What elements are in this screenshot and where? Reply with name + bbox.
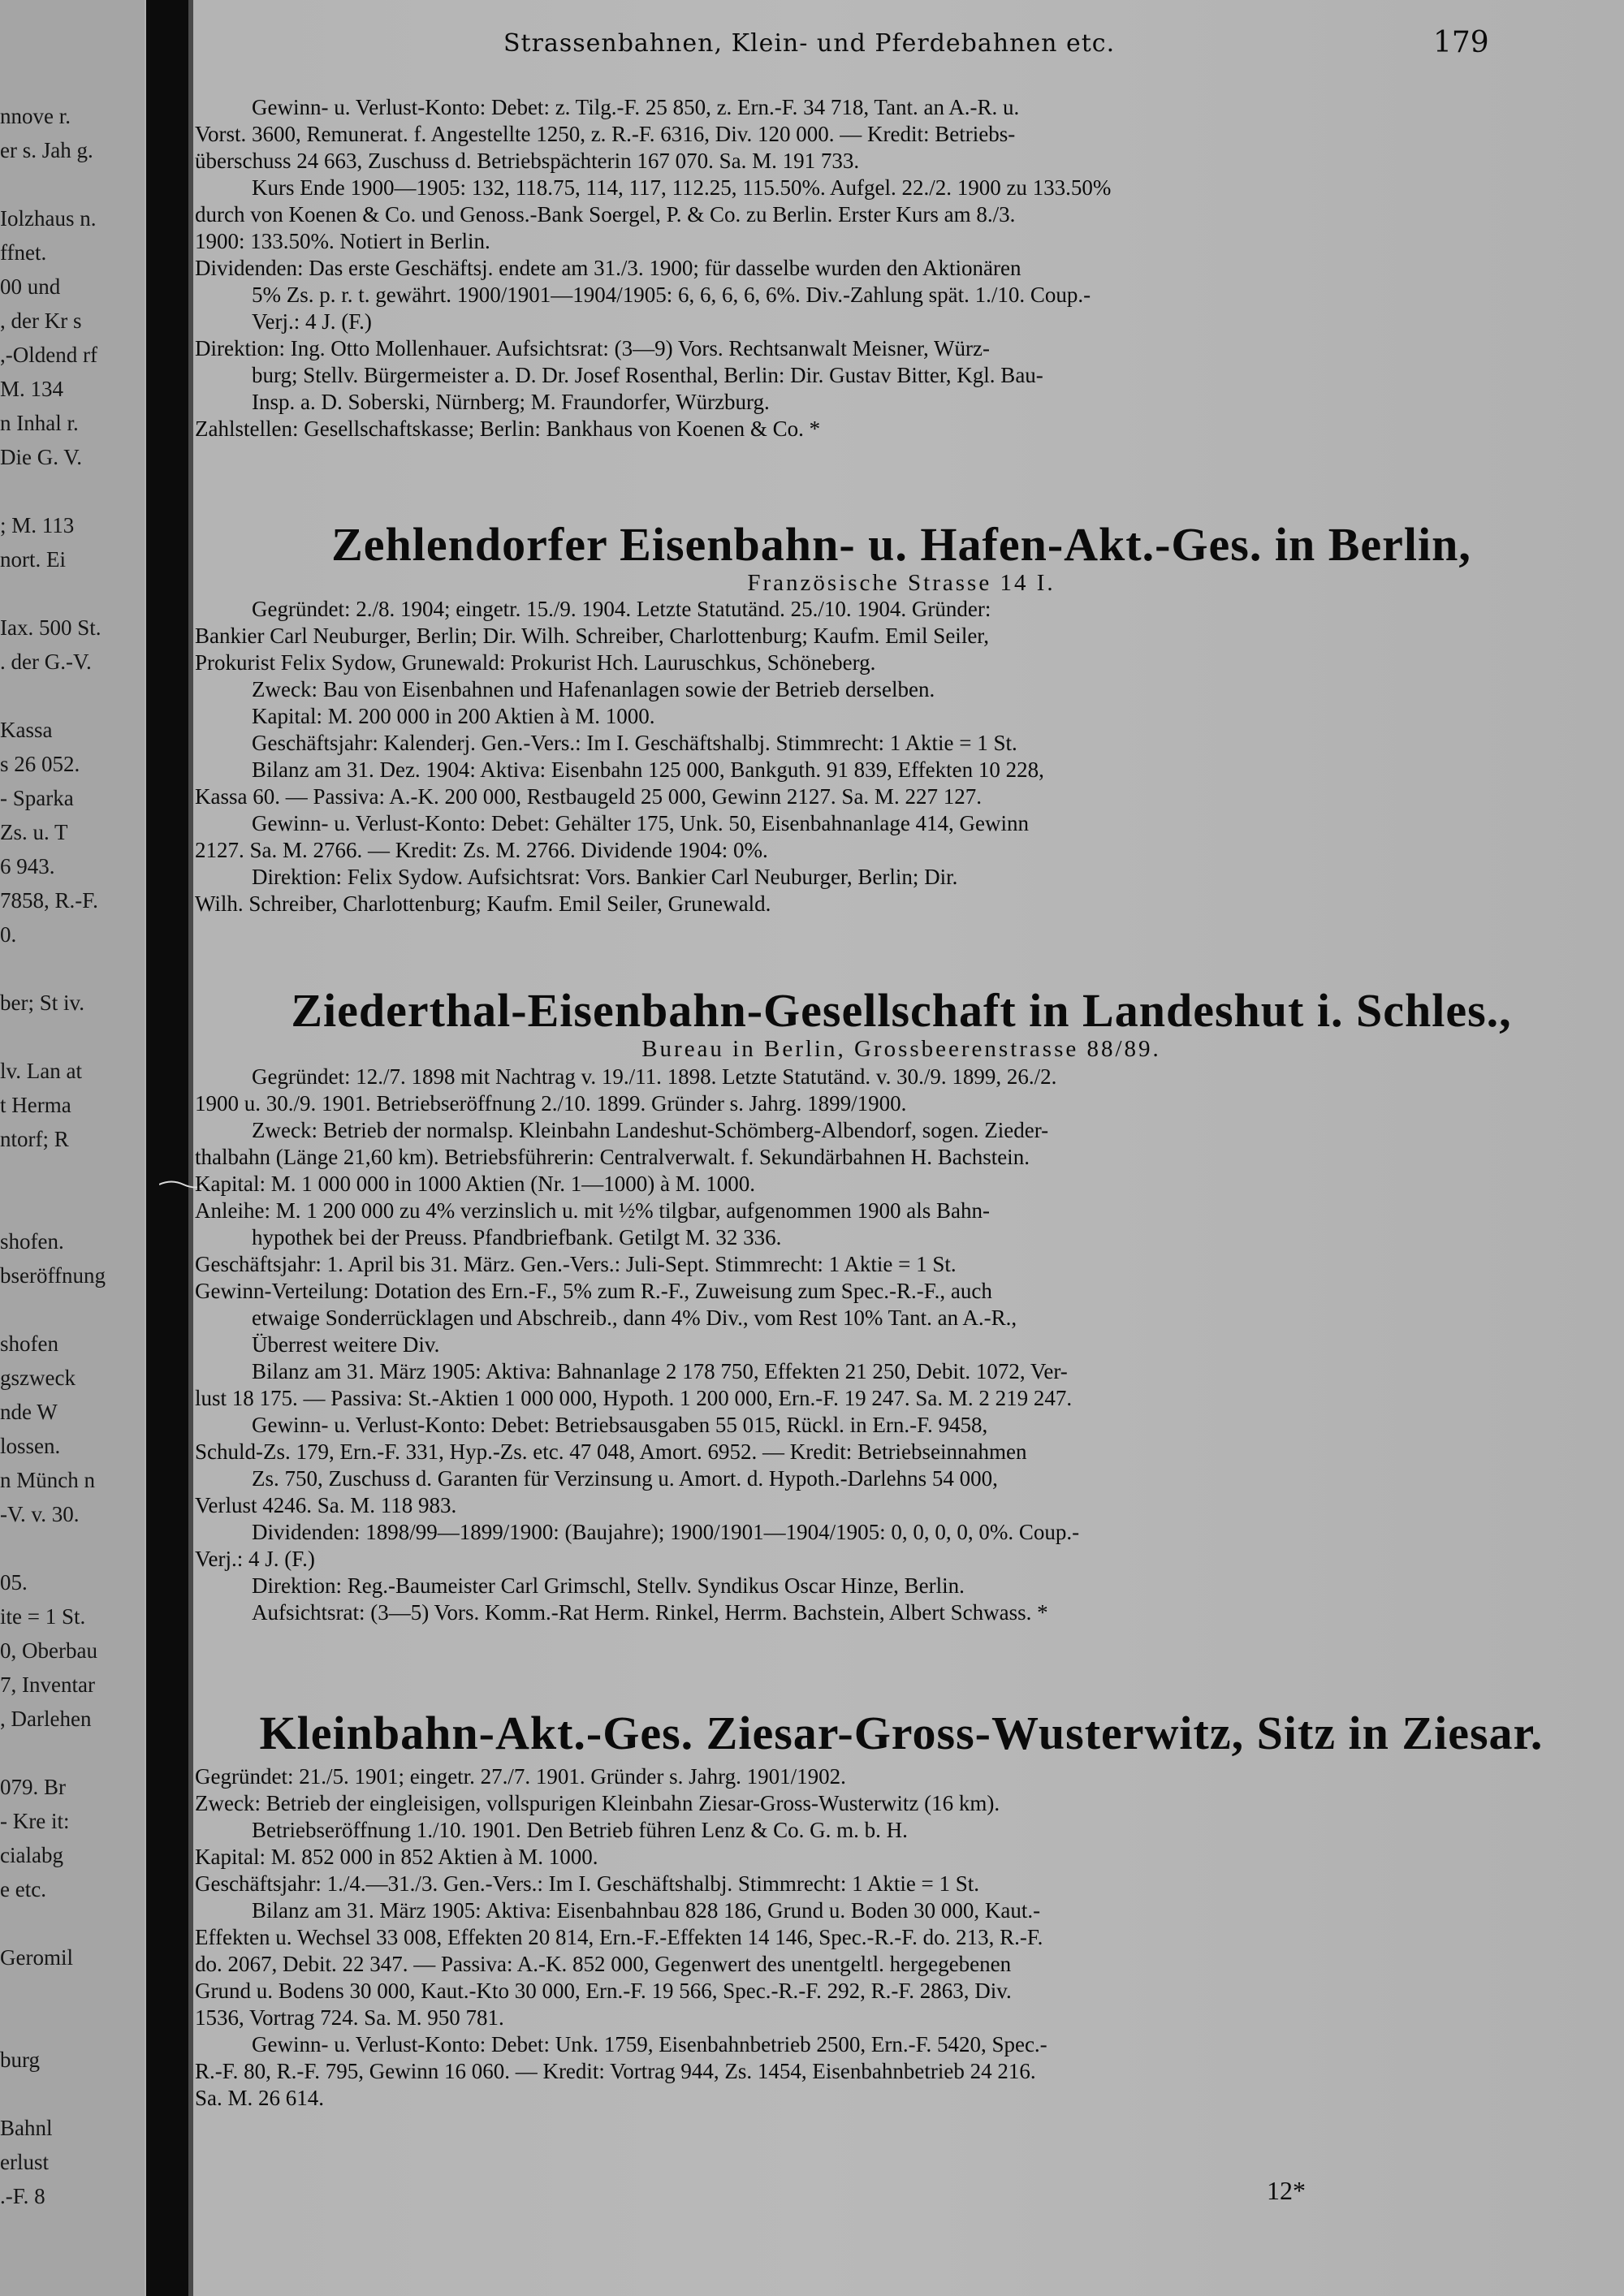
section-1-subheading: Französische Strasse 14 I. (747, 570, 1056, 596)
section-2-line: Zweck: Betrieb der normalsp. Kleinbahn Landeshut-Schömberg-Albendorf, sogen. Zieder- (252, 1118, 1049, 1142)
section-0-line: Gewinn- u. Verlust-Konto: Debet: z. Tilg.-F. 25 850, z. Ern.-F. 34 718, Tant. an A.-R. u. (252, 95, 1020, 119)
adjacent-page-line: er s. Jah g. (0, 138, 93, 162)
adjacent-page-line: lossen. (0, 1434, 61, 1458)
section-1-line: Kassa 60. — Passiva: A.-K. 200 000, Restbaugeld 25 000, Gewinn 2127. Sa. M. 227 127. (195, 784, 982, 809)
signature-mark: 12* (1267, 2176, 1306, 2205)
section-0-line: überschuss 24 663, Zuschuss d. Betriebspächterin 167 070. Sa. M. 191 733. (195, 149, 860, 173)
section-3-line: Geschäftsjahr: 1./4.—31./3. Gen.-Vers.: Im I. Geschäftshalbj. Stimmrecht: 1 Aktie = 1 St. (195, 1871, 980, 1896)
adjacent-page-line: . der G.-V. (0, 650, 92, 674)
section-2-line: Gewinn-Verteilung: Dotation des Ern.-F., 5% zum R.-F., Zuweisung zum Spec.-R.-F., auch (195, 1279, 992, 1303)
section-0-line: Vorst. 3600, Remunerat. f. Angestellte 1250, z. R.-F. 6316, Div. 120 000. — Kredit: Betriebs- (195, 122, 1016, 146)
adjacent-page-line: erlust (0, 2150, 49, 2174)
section-1-line: Gegründet: 2./8. 1904; eingetr. 15./9. 1904. Letzte Statutänd. 25./10. 1904. Gründer: (252, 597, 991, 621)
section-2-line: etwaige Sonderrücklagen und Abschreib., dann 4% Div., vom Rest 10% Tant. an A.-R., (252, 1306, 1017, 1330)
section-3-line: Zweck: Betrieb der eingleisigen, vollspurigen Kleinbahn Ziesar-Gross-Wusterwitz (16 km). (195, 1791, 1000, 1815)
adjacent-page-line: ntorf; R (0, 1127, 69, 1151)
section-2-line: Anleihe: M. 1 200 000 zu 4% verzinslich u. mit ½% tilgbar, aufgenommen 1900 als Bahn- (195, 1198, 990, 1223)
adjacent-page-line: 00 und (0, 274, 61, 299)
section-1-line: Gewinn- u. Verlust-Konto: Debet: Gehälter 175, Unk. 50, Eisenbahnanlage 414, Gewinn (252, 811, 1030, 835)
section-2-line: 1900 u. 30./9. 1901. Betriebseröffnung 2./10. 1899. Gründer s. Jahrg. 1899/1900. (195, 1091, 907, 1116)
section-0-body (195, 94, 1608, 442)
adjacent-page-line: .-F. 8 (0, 2184, 45, 2208)
adjacent-page-line: - Kre it: (0, 1809, 70, 1833)
section-0-line: 5% Zs. p. r. t. gewährt. 1900/1901—1904/1905: 6, 6, 6, 6, 6%. Div.-Zahlung spät. 1./10. Coup.- (252, 283, 1091, 307)
adjacent-page-line: ite = 1 St. (0, 1604, 86, 1629)
section-2-line: Schuld-Zs. 179, Ern.-F. 331, Hyp.-Zs. etc. 47 048, Amort. 6952. — Kredit: Betriebseinnahmen (195, 1439, 1027, 1464)
section-2-line: Aufsichtsrat: (3—5) Vors. Komm.-Rat Herm. Rinkel, Herrm. Bachstein, Albert Schwass. * (252, 1600, 1048, 1625)
adjacent-page-line: 6 943. (0, 854, 55, 878)
adjacent-page-line: gszweck (0, 1366, 76, 1390)
running-head-title: Strassenbahnen, Klein- und Pferdebahnen etc. (503, 29, 1116, 58)
section-1-line: Bankier Carl Neuburger, Berlin; Dir. Wilh. Schreiber, Charlottenburg; Kaufm. Emil Seiler, (195, 624, 989, 648)
adjacent-page-line: shofen (0, 1331, 58, 1356)
adjacent-page-line: -V. v. 30. (0, 1502, 80, 1526)
adjacent-page-line: Geromil (0, 1945, 73, 1970)
section-1-line: 2127. Sa. M. 2766. — Kredit: Zs. M. 2766. Dividende 1904: 0%. (195, 838, 768, 862)
adjacent-page-line: Bahnl (0, 2116, 53, 2140)
adjacent-page-line: M. 134 (0, 377, 64, 401)
section-3-heading: Kleinbahn-Akt.-Ges. Ziesar-Gross-Wusterwitz, Sitz in Ziesar. (259, 1707, 1544, 1759)
section-3-line: Gewinn- u. Verlust-Konto: Debet: Unk. 1759, Eisenbahnbetrieb 2500, Ern.-F. 5420, Spec.- (252, 2032, 1047, 2056)
adjacent-page-line: Iolzhaus n. (0, 206, 97, 231)
section-3-line: R.-F. 80, R.-F. 795, Gewinn 16 060. — Kredit: Vortrag 944, Zs. 1454, Eisenbahnbetrieb 24 216. (195, 2059, 1036, 2083)
section-2-heading: Ziederthal-Eisenbahn-Gesellschaft in Landeshut i. Schles., (291, 984, 1512, 1037)
adjacent-page-line: ; M. 113 (0, 513, 75, 537)
section-1-line: Bilanz am 31. Dez. 1904: Aktiva: Eisenbahn 125 000, Bankguth. 91 839, Effekten 10 228, (252, 757, 1044, 782)
section-3-line: 1536, Vortrag 724. Sa. M. 950 781. (195, 2005, 504, 2030)
section-3-line: Grund u. Bodens 30 000, Kaut.-Kto 30 000, Ern.-F. 19 566, Spec.-R.-F. 292, R.-F. 2863, Div. (195, 1979, 1012, 2003)
section-1-line: Prokurist Felix Sydow, Grunewald: Prokurist Hch. Lauruschkus, Schöneberg. (195, 650, 876, 675)
adjacent-page-line: 05. (0, 1570, 28, 1595)
section-1-line: Direktion: Felix Sydow. Aufsichtsrat: Vors. Bankier Carl Neuburger, Berlin; Dir. (252, 865, 958, 889)
adjacent-page-line: e etc. (0, 1877, 46, 1901)
section-2-line: lust 18 175. — Passiva: St.-Aktien 1 000 000, Hypoth. 1 200 000, Ern.-F. 19 247. Sa. M. 2 219 247. (195, 1386, 1073, 1410)
adjacent-page-line: nde W (0, 1400, 58, 1424)
section-2-line: Verj.: 4 J. (F.) (195, 1547, 315, 1571)
adjacent-page-line: nort. Ei (0, 547, 66, 572)
section-3-line: Betriebseröffnung 1./10. 1901. Den Betrieb führen Lenz & Co. G. m. b. H. (252, 1818, 908, 1842)
adjacent-page-line: 7858, R.-F. (0, 888, 98, 913)
adjacent-page-line: , Darlehen (0, 1707, 92, 1731)
section-2-line: Gewinn- u. Verlust-Konto: Debet: Betriebsausgaben 55 015, Rückl. in Ern.-F. 9458, (252, 1413, 988, 1437)
section-2-line: Zs. 750, Zuschuss d. Garanten für Verzinsung u. Amort. d. Hypoth.-Darlehns 54 000, (252, 1466, 998, 1491)
adjacent-page-line: Iax. 500 St. (0, 615, 102, 640)
section-2-line: hypothek bei der Preuss. Pfandbriefbank. Getilgt M. 32 336. (252, 1225, 782, 1249)
section-2-line: Direktion: Reg.-Baumeister Carl Grimschl, Stellv. Syndikus Oscar Hinze, Berlin. (252, 1573, 965, 1598)
section-0-line: Direktion: Ing. Otto Mollenhauer. Aufsichtsrat: (3—9) Vors. Rechtsanwalt Meisner, Würz- (195, 336, 990, 360)
section-1-line: Geschäftsjahr: Kalenderj. Gen.-Vers.: Im I. Geschäftshalbj. Stimmrecht: 1 Aktie = 1 St. (252, 731, 1017, 755)
section-1-body (195, 596, 1608, 917)
section-2-line: Dividenden: 1898/99—1899/1900: (Baujahre); 1900/1901—1904/1905: 0, 0, 0, 0, 0%. Coup.- (252, 1520, 1080, 1544)
adjacent-page-line: ffnet. (0, 240, 47, 265)
adjacent-page-strip (0, 0, 145, 2296)
section-0-line: durch von Koenen & Co. und Genoss.-Bank Soergel, P. & Co. zu Berlin. Erster Kurs am 8./3. (195, 202, 1016, 227)
adjacent-page-line: bseröffnung (0, 1263, 106, 1288)
adjacent-page-line: , der Kr s (0, 309, 82, 333)
section-2-subheading: Bureau in Berlin, Grossbeerenstrasse 88/89. (641, 1036, 1161, 1062)
adjacent-page-line: 7, Inventar (0, 1672, 95, 1697)
section-0-line: Zahlstellen: Gesellschaftskasse; Berlin: Bankhaus von Koenen & Co. * (195, 416, 821, 441)
section-2-line: Verlust 4246. Sa. M. 118 983. (195, 1493, 457, 1517)
section-3-line: do. 2067, Debit. 22 347. — Passiva: A.-K. 852 000, Gegenwert des unentgeltl. hergegebenen (195, 1952, 1012, 1976)
page-number: 179 (1433, 26, 1489, 59)
section-2-line: thalbahn (Länge 21,60 km). Betriebsführerin: Centralverwalt. f. Sekundärbahnen H. Bachstein. (195, 1145, 1030, 1169)
adjacent-page-line: burg (0, 2048, 41, 2072)
section-3-line: Kapital: M. 852 000 in 852 Aktien à M. 1000. (195, 1845, 598, 1869)
adjacent-page-line: s 26 052. (0, 752, 80, 776)
adjacent-page-line: Kassa (0, 718, 53, 742)
section-0-line: 1900: 133.50%. Notiert in Berlin. (195, 229, 490, 253)
section-1-heading: Zehlendorfer Eisenbahn- u. Hafen-Akt.-Ges. in Berlin, (331, 518, 1471, 571)
adjacent-page-line: ,-Oldend rf (0, 343, 97, 367)
adjacent-page-line: t Herma (0, 1093, 71, 1117)
section-0-line: Insp. a. D. Soberski, Nürnberg; M. Fraundorfer, Würzburg. (252, 390, 770, 414)
book-gutter (146, 0, 188, 2296)
running-head (195, 26, 1608, 65)
section-2-body (195, 1064, 1608, 1626)
section-2-line: Überrest weitere Div. (252, 1332, 440, 1357)
section-3-line: Gegründet: 21./5. 1901; eingetr. 27./7. 1901. Gründer s. Jahrg. 1901/1902. (195, 1764, 846, 1789)
adjacent-page-line: nnove r. (0, 104, 71, 128)
section-1-line: Zweck: Bau von Eisenbahnen und Hafenanlagen sowie der Betrieb derselben. (252, 677, 935, 701)
section-3-line: Effekten u. Wechsel 33 008, Effekten 20 814, Ern.-F.-Effekten 14 146, Spec.-R.-F. do. 213, R.-F. (195, 1925, 1043, 1949)
adjacent-page-line: Zs. u. T (0, 820, 68, 844)
adjacent-page-line: 079. Br (0, 1775, 66, 1799)
adjacent-page-line: shofen. (0, 1229, 64, 1254)
section-0-line: Dividenden: Das erste Geschäftsj. endete am 31./3. 1900; für dasselbe wurden den Aktionären (195, 256, 1021, 280)
adjacent-page-line: 0, Oberbau (0, 1638, 97, 1663)
adjacent-page-line: 0. (0, 922, 17, 947)
section-3-body (195, 1763, 1608, 2112)
adjacent-page-line: ber; St iv. (0, 990, 84, 1015)
section-0-line: Verj.: 4 J. (F.) (252, 309, 372, 334)
adjacent-page-line: lv. Lan at (0, 1059, 82, 1083)
gutter-edge (188, 0, 193, 2296)
section-2-line: Geschäftsjahr: 1. April bis 31. März. Gen.-Vers.: Juli-Sept. Stimmrecht: 1 Aktie = 1 St. (195, 1252, 957, 1276)
section-2-line: Bilanz am 31. März 1905: Aktiva: Bahnanlage 2 178 750, Effekten 21 250, Debit. 1072, Ver- (252, 1359, 1068, 1383)
adjacent-page-line: cialabg (0, 1843, 63, 1867)
text-column (195, 0, 1608, 2296)
adjacent-page-line: n Inhal r. (0, 411, 79, 435)
section-0-line: burg; Stellv. Bürgermeister a. D. Dr. Josef Rosenthal, Berlin: Dir. Gustav Bitter, Kgl. Bau- (252, 363, 1043, 387)
section-1-line: Kapital: M. 200 000 in 200 Aktien à M. 1000. (252, 704, 655, 728)
section-3-line: Bilanz am 31. März 1905: Aktiva: Eisenbahnbau 828 186, Grund u. Boden 30 000, Kaut.- (252, 1898, 1041, 1923)
section-3-line: Sa. M. 26 614. (195, 2086, 325, 2110)
section-2-line: Kapital: M. 1 000 000 in 1000 Aktien (Nr. 1—1000) à M. 1000. (195, 1172, 755, 1196)
section-1-line: Wilh. Schreiber, Charlottenburg; Kaufm. Emil Seiler, Grunewald. (195, 891, 771, 916)
adjacent-page-line: Die G. V. (0, 445, 83, 469)
section-2-line: Gegründet: 12./7. 1898 mit Nachtrag v. 19./11. 1898. Letzte Statutänd. v. 30./9. 1899, 26./2. (252, 1064, 1057, 1089)
adjacent-page-line: n Münch n (0, 1468, 95, 1492)
section-0-line: Kurs Ende 1900—1905: 132, 118.75, 114, 117, 112.25, 115.50%. Aufgel. 22./2. 1900 zu 133.50% (252, 175, 1112, 200)
adjacent-page-line: - Sparka (0, 786, 74, 810)
